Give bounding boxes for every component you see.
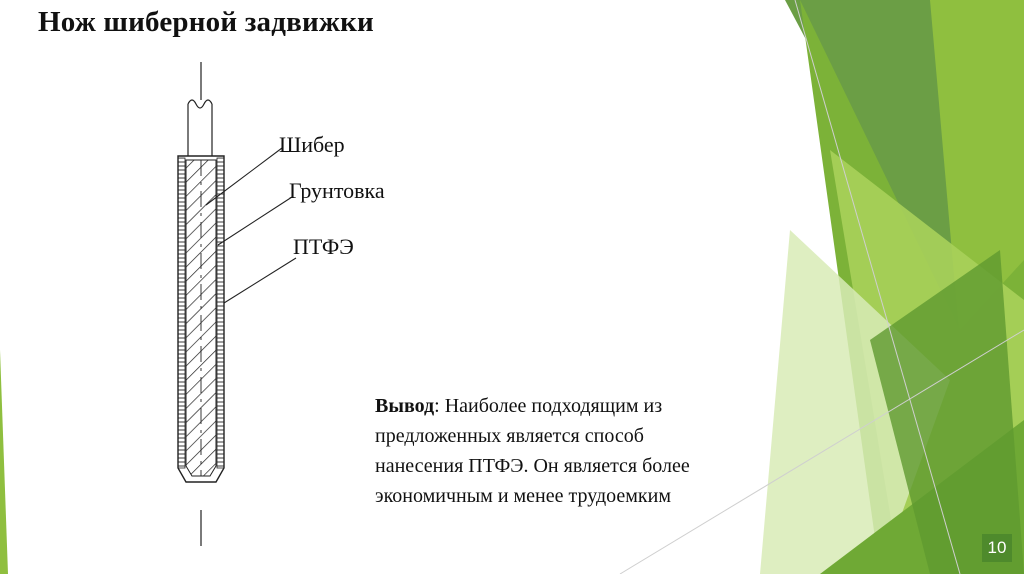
- conclusion-line-1: Наиболее подходящим из: [439, 395, 663, 417]
- stem-break-symbol: [188, 100, 212, 108]
- coating-left: [178, 158, 185, 468]
- page-number-badge: 10: [982, 534, 1012, 562]
- slide-title: Нож шиберной задвижки: [38, 6, 374, 38]
- leader-line-primer: [218, 197, 292, 245]
- conclusion-separator: :: [434, 395, 440, 417]
- conclusion-text: [375, 391, 795, 511]
- coating-right: [217, 158, 224, 468]
- conclusion-line-4: экономичным и менее трудоемким: [375, 485, 672, 507]
- label-primer: Грунтовка: [289, 178, 385, 203]
- leader-line-ptfe: [224, 258, 296, 303]
- conclusion-line-2: предложенных является способ: [375, 425, 644, 447]
- conclusion-line-3: нанесения ПТФЭ. Он является более: [375, 455, 690, 477]
- label-gate: Шибер: [279, 132, 345, 157]
- label-ptfe: ПТФЭ: [293, 234, 354, 259]
- conclusion-lead: Вывод: [375, 395, 435, 417]
